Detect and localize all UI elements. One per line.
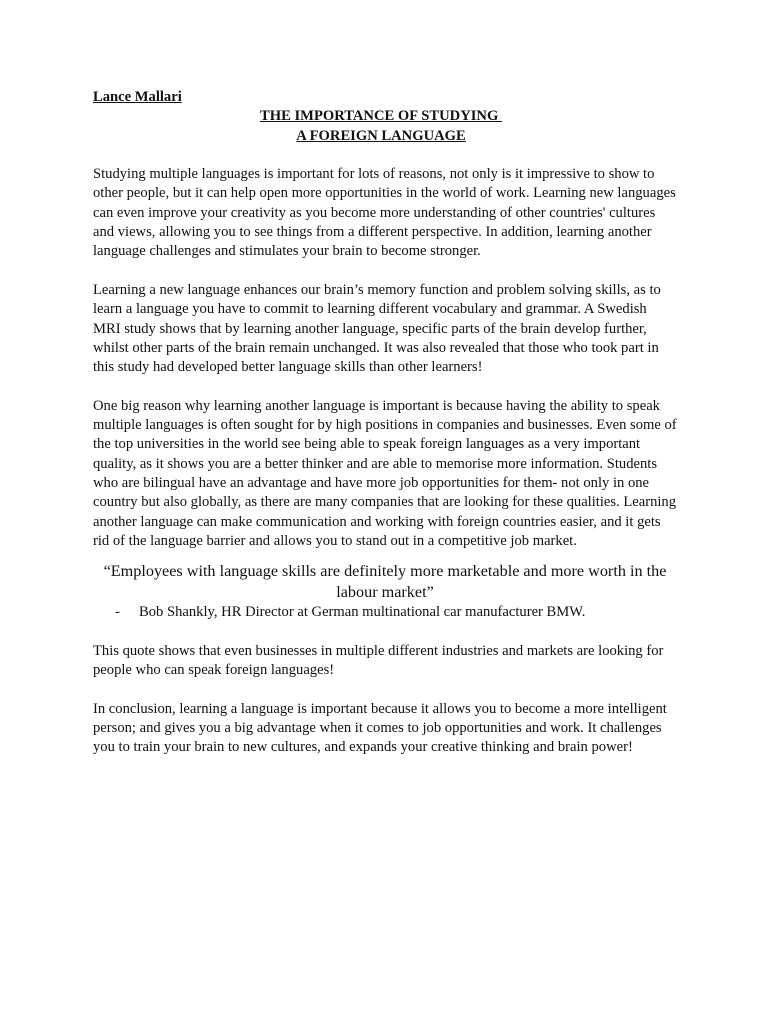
quote-text: “Employees with language skills are definitely more marketable and more worth in the labour market” [103,562,667,602]
document-title [93,107,677,146]
quote-attribution [93,603,677,622]
paragraph-memory: Learning a new language enhances our brain’s memory function and problem solving skills, as to learn a language you have to commit to learning different vocabulary and grammar. A Swedish MRI study shows that by learning another language, specific parts of the brain develop further, whilst other parts of the brain remain unchanged. It was also revealed that those who took part in this study had developed better language skills than other learners! [93,281,661,376]
paragraph-quote-comment: This quote shows that even businesses in multiple different industries and markets are looking for people who can speak foreign languages! [93,642,664,679]
paragraph-careers: One big reason why learning another language is important is because having the ability to speak multiple languages is often sought for by high positions in companies and businesses. Even some of the top universities in the world see being able to speak foreign languages as a very important quality, as it shows you are a better thinker and are able to memorise more information. Students who are bilingual have an advantage and have more job opportunities for them- not only in one country but also globally, as there are many companies that are looking for these qualities. Learning another language can make communication and working with foreign countries easier, and it gets rid of the language barrier and allows you to stand out in a competitive job market. [93,397,677,549]
paragraph-conclusion: In conclusion, learning a language is important because it allows you to become a more intelligent person; and gives you a big advantage when it comes to job opportunities and work. It challenges you to train your brain to new cultures, and expands your creative thinking and brain power! [93,700,667,756]
title-line-1: THE IMPORTANCE OF STUDYING [260,108,502,125]
author-name: Lance Mallari [93,89,182,105]
document-page [93,88,677,758]
title-line-2: A FOREIGN LANGUAGE [296,127,466,144]
attribution-text: Bob Shankly, HR Director at German multinational car manufacturer BMW. [139,604,586,621]
paragraph-intro: Studying multiple languages is important for lots of reasons, not only is it impressive to show to other people, but it can help open more opportunities in the world of work. Learning new languages can even improve your creativity as you become more understanding of other countries' cultures and views, allowing you to see things from a different perspective. In addition, learning another language challenges and stimulates your brain to become stronger. [93,166,676,260]
attribution-dash: - [115,604,120,621]
